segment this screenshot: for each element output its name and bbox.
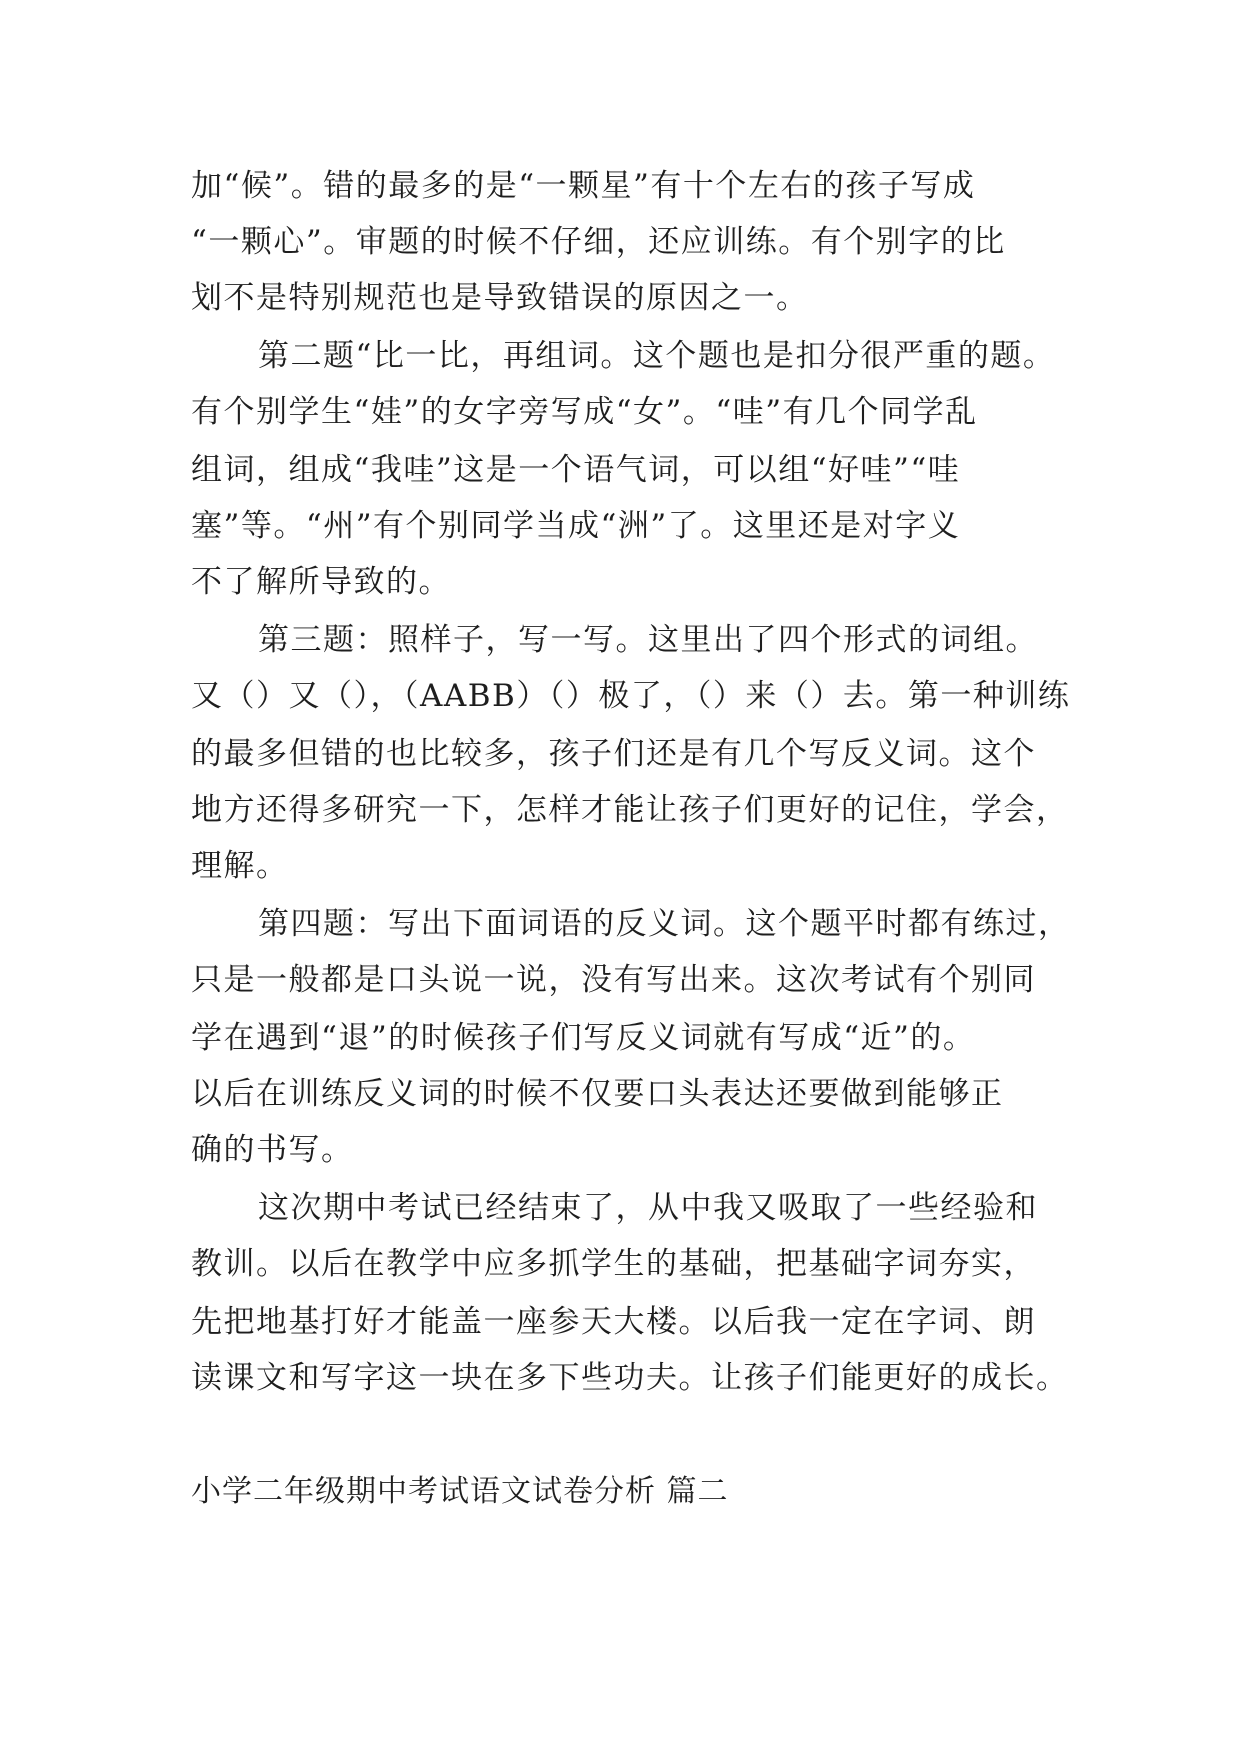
text-line: “一颗心”。审题的时候不仔细，还应训练。有个别字的比	[191, 224, 1006, 260]
text-line: 教训。以后在教学中应多抓学生的基础，把基础字词夯实，	[191, 1246, 1036, 1282]
text-line: 先把地基打好才能盖一座参天大楼。以后我一定在字词、朗	[191, 1304, 1036, 1340]
section-heading: 小学二年级期中考试语文试卷分析 篇二	[191, 1474, 729, 1509]
text-line: 加“候”。错的最多的是“一颗星”有十个左右的孩子写成	[191, 168, 976, 204]
text-line: 确的书写。	[191, 1132, 354, 1168]
text-line: 理解。	[191, 848, 289, 884]
text-line: 地方还得多研究一下，怎样才能让孩子们更好的记住，学会，	[191, 792, 1069, 828]
text-line: 不了解所导致的。	[191, 564, 451, 600]
paragraph-3-first-line: 第三题：照样子，写一写。这里出了四个形式的词组。	[258, 622, 1038, 658]
text-line: 组词，组成“我哇”这是一个语气词，可以组“好哇”“哇	[191, 452, 961, 488]
text-line: 的最多但错的也比较多，孩子们还是有几个写反义词。这个	[191, 736, 1036, 772]
text-line: 有个别学生“娃”的女字旁写成“女”。“哇”有几个同学乱	[191, 394, 978, 430]
text-line: 读课文和写字这一块在多下些功夫。让孩子们能更好的成长。	[191, 1360, 1069, 1396]
text-line: 学在遇到“退”的时候孩子们写反义词就有写成“近”的。	[191, 1020, 976, 1056]
text-line: 只是一般都是口头说一说，没有写出来。这次考试有个别同	[191, 962, 1036, 998]
text-line: 以后在训练反义词的时候不仅要口头表达还要做到能够正	[191, 1076, 1004, 1112]
text-line: 划不是特别规范也是导致错误的原因之一。	[191, 280, 809, 316]
paragraph-4-first-line: 第四题：写出下面词语的反义词。这个题平时都有练过，	[258, 906, 1071, 942]
text-line: 塞”等。“州”有个别同学当成“洲”了。这里还是对字义	[191, 508, 961, 544]
text-line: 又（）又（），（AABB）（）极了，（）来（）去。第一种训练	[191, 678, 1071, 714]
paragraph-2-first-line: 第二题“比一比，再组词。这个题也是扣分很严重的题。	[258, 338, 1056, 374]
paragraph-5-first-line: 这次期中考试已经结束了，从中我又吸取了一些经验和	[258, 1190, 1038, 1226]
